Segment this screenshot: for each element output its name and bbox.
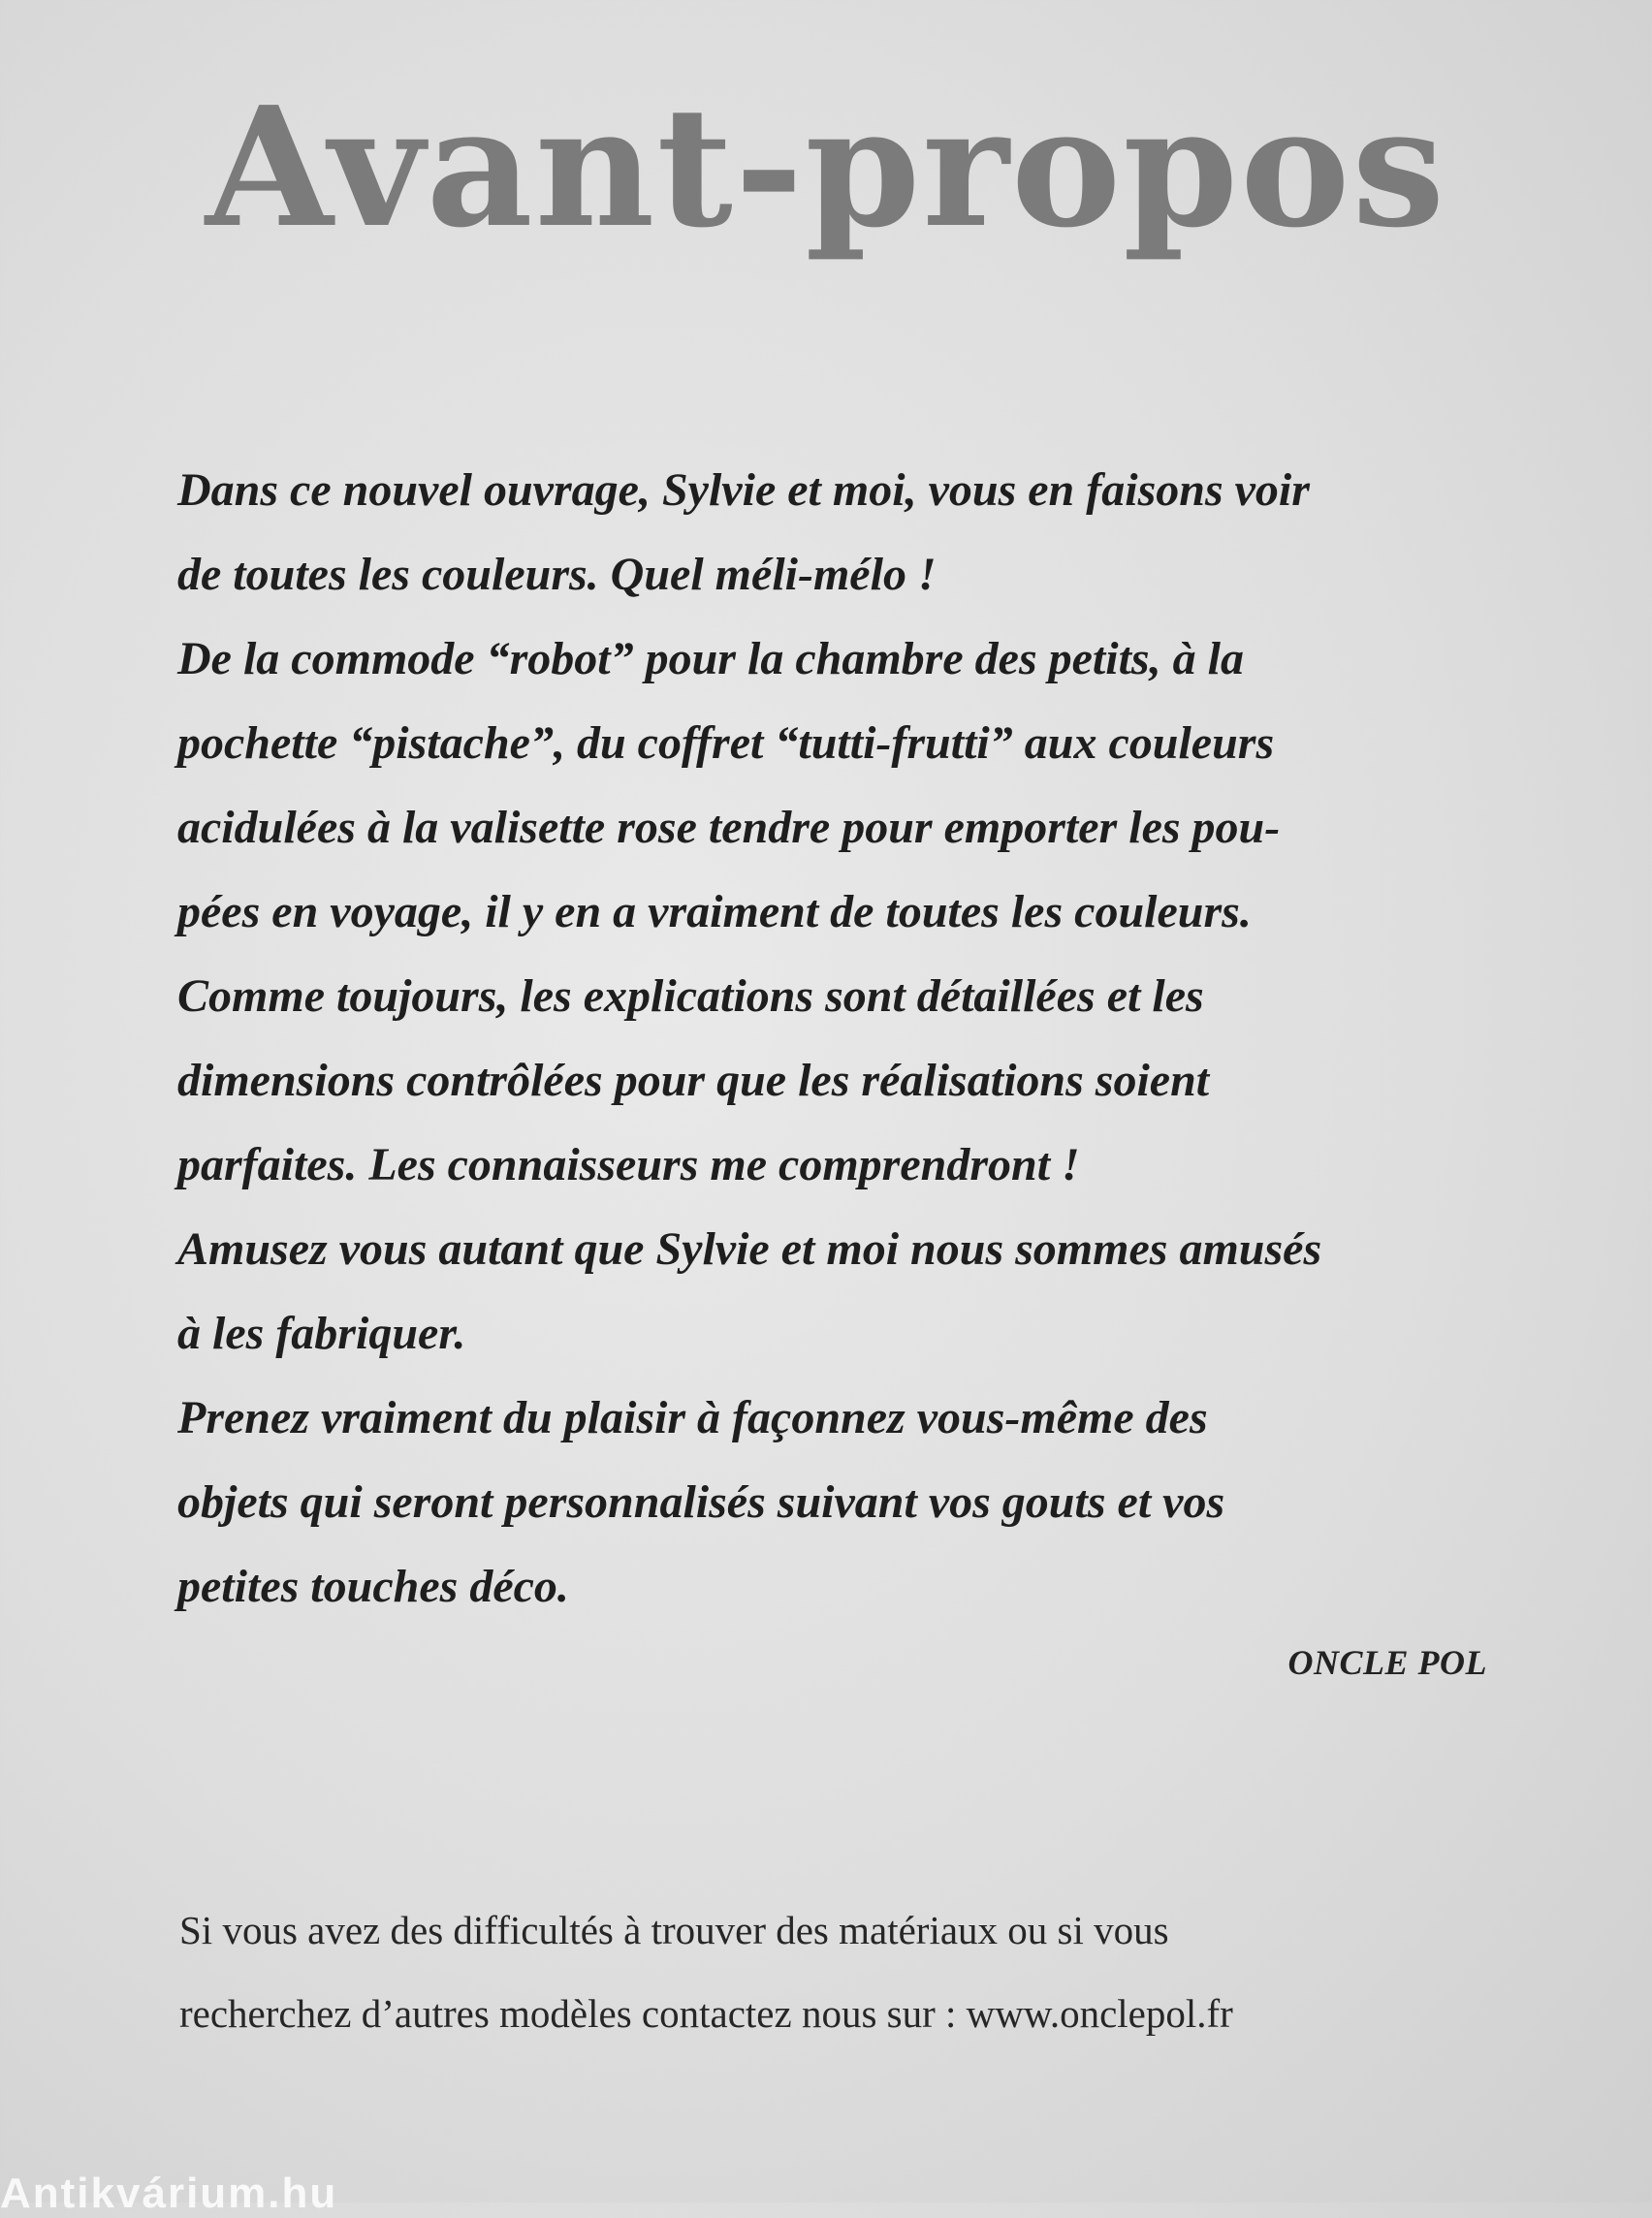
foreword-line: de toutes les couleurs. Quel méli-mélo ! (177, 549, 937, 600)
foreword-line: Dans ce nouvel ouvrage, Sylvie et moi, vous en faisons voir (177, 464, 1310, 516)
foreword-line: De la commode “robot” pour la chambre des petits, à la (177, 633, 1244, 684)
foreword-line: objets qui seront personnalisés suivant vos gouts et vos (177, 1476, 1225, 1528)
watermark: Antikvárium.hu (0, 2170, 338, 2217)
contact-line: recherchez d’autres modèles contactez nous sur : www.onclepol.fr (179, 1991, 1233, 2036)
foreword-line: Prenez vraiment du plaisir à façonnez vous-même des (177, 1392, 1208, 1443)
author-signature: ONCLE POL (1287, 1643, 1487, 1682)
foreword-line: dimensions contrôlées pour que les réalisations soient (177, 1055, 1210, 1106)
foreword-line: petites touches déco. (177, 1561, 569, 1612)
page-title: Avant-propos (205, 71, 1447, 265)
contact-note (179, 1888, 1537, 2055)
contact-line: Si vous avez des difficultés à trouver des matériaux ou si vous (179, 1908, 1169, 1952)
foreword-line: à les fabriquer. (177, 1308, 466, 1359)
foreword-line: acidulées à la valisette rose tendre pour emporter les pou- (177, 802, 1281, 853)
foreword-line: parfaites. Les connaisseurs me comprendront ! (177, 1139, 1080, 1190)
foreword-line: pées en voyage, il y en a vraiment de toutes les couleurs. (177, 886, 1252, 937)
foreword-line: Amusez vous autant que Sylvie et moi nous sommes amusés (177, 1223, 1322, 1275)
foreword-line: pochette “pistache”, du coffret “tutti-frutti” aux couleurs (177, 717, 1275, 769)
foreword-line: Comme toujours, les explications sont détaillées et les (177, 970, 1204, 1022)
foreword-text (177, 448, 1535, 1629)
